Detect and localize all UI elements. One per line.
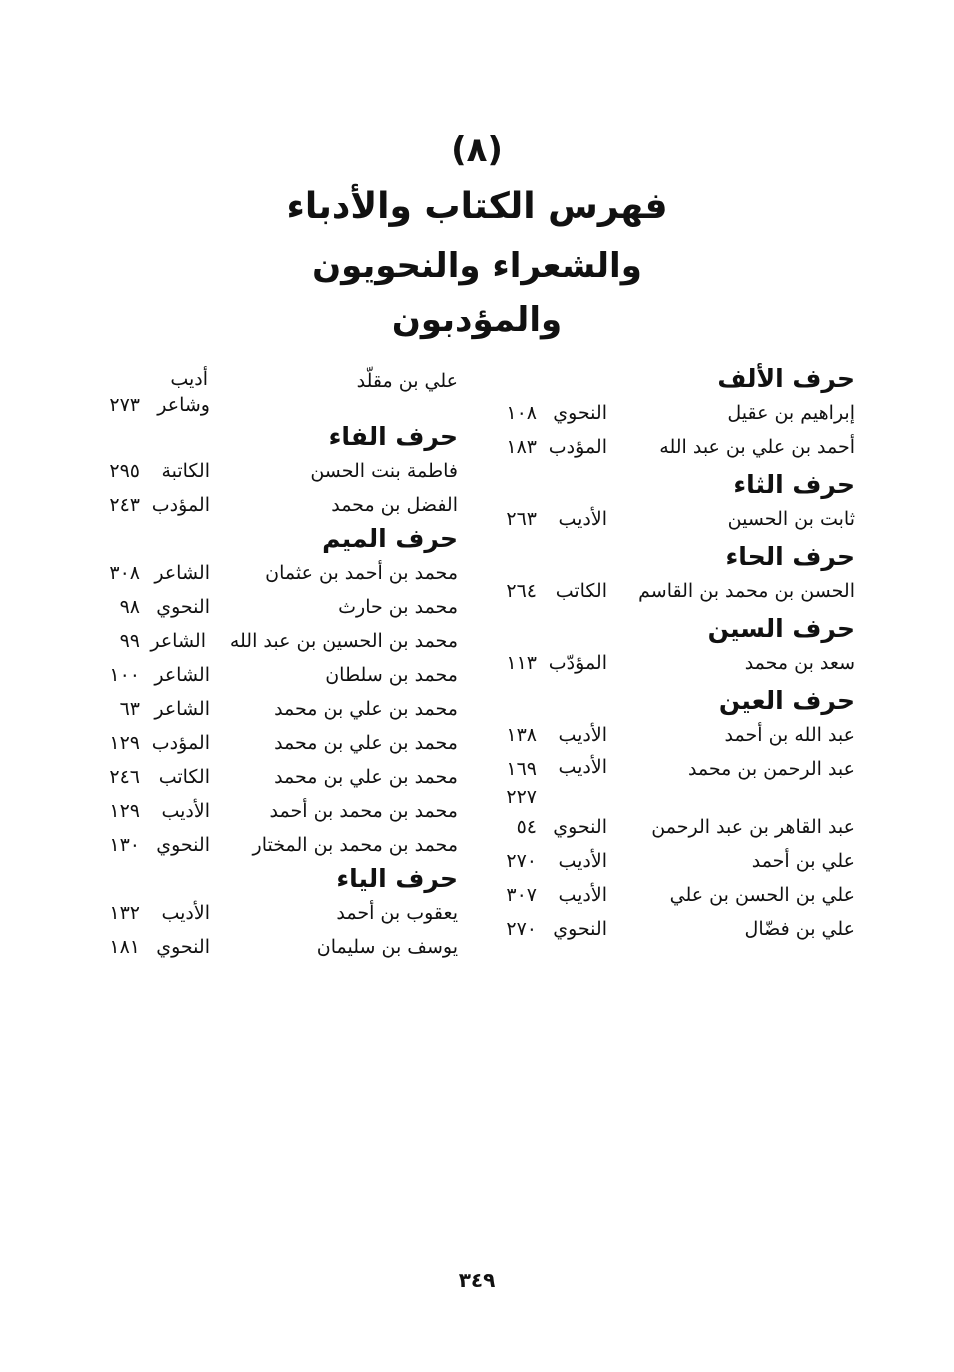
entry-page: ٢٤٦ bbox=[109, 766, 140, 788]
entry-page: ٣٠٧ bbox=[506, 884, 537, 906]
entry-role: النحوي bbox=[156, 596, 210, 618]
entry-name: محمد بن علي بن محمد bbox=[274, 766, 458, 788]
entry-role: المؤدّب bbox=[548, 652, 607, 674]
entry-name: علي بن مقلّد bbox=[356, 370, 458, 392]
entry-role: المؤدب bbox=[151, 494, 210, 516]
index-entry bbox=[98, 762, 458, 796]
entry-name: عبد الله بن أحمد bbox=[724, 724, 855, 746]
entry-role: المؤدب bbox=[151, 732, 210, 754]
section-fa-title: حرف الفاء bbox=[328, 422, 458, 451]
index-entry bbox=[98, 660, 458, 694]
entry-page: ٢٤٣ bbox=[109, 494, 140, 516]
index-entry bbox=[98, 830, 458, 860]
entry-role: النحوي bbox=[553, 918, 607, 940]
entry-page: ١٠٠ bbox=[109, 664, 140, 686]
section-ain-title: حرف العين bbox=[718, 686, 855, 715]
left-column bbox=[98, 360, 458, 966]
entry-role: الأديب bbox=[161, 902, 210, 924]
entry-role: الشاعر bbox=[154, 664, 210, 686]
entry-page: ٩٩ bbox=[119, 630, 140, 652]
entry-page: ١٢٩ bbox=[109, 732, 140, 754]
entry-name: محمد بن أحمد بن عثمان bbox=[265, 562, 458, 584]
entry-name: أحمد بن علي بن عبد الله bbox=[659, 436, 855, 458]
index-entry bbox=[495, 914, 855, 948]
index-entry bbox=[495, 648, 855, 682]
entry-page-secondary: ٢٢٧ bbox=[506, 786, 537, 808]
entry-page: ١٢٩ bbox=[109, 800, 140, 822]
section-ha-title: حرف الحاء bbox=[725, 542, 855, 571]
index-entry bbox=[98, 360, 458, 418]
entry-name: علي بن فضّال bbox=[744, 918, 855, 940]
entry-page: ٦٣ bbox=[119, 698, 140, 720]
index-entry bbox=[98, 898, 458, 932]
entry-name: محمد بن سلطان bbox=[325, 664, 458, 686]
page-number: ٣٤٩ bbox=[458, 1268, 496, 1292]
section-ya-title: حرف الياء bbox=[336, 864, 458, 893]
right-column bbox=[495, 360, 855, 948]
entry-page: ٩٨ bbox=[119, 596, 140, 618]
entry-role: أديب bbox=[170, 368, 208, 390]
entry-role: الكاتب bbox=[555, 580, 607, 602]
entry-role-secondary: وشاعر bbox=[157, 394, 210, 416]
entry-role: الشاعر bbox=[150, 630, 206, 652]
entry-page: ١٣٢ bbox=[109, 902, 140, 924]
entry-page: ٢٦٣ bbox=[506, 508, 537, 530]
index-entry bbox=[98, 796, 458, 830]
index-title-line-1: فهرس الكتاب والأدباء bbox=[286, 186, 668, 227]
entry-name: علي بن الحسن بن علي bbox=[669, 884, 855, 906]
entry-page: ٢٧٣ bbox=[109, 394, 140, 416]
entry-page: ١٨٣ bbox=[506, 436, 537, 458]
entry-role: النحوي bbox=[553, 402, 607, 424]
entry-role: المؤدب bbox=[548, 436, 607, 458]
index-entry bbox=[495, 720, 855, 754]
entry-name: سعد بن محمد bbox=[744, 652, 855, 674]
index-entry bbox=[98, 592, 458, 626]
index-entry bbox=[495, 754, 855, 812]
section-sin-title: حرف السين bbox=[707, 614, 855, 643]
entry-name: يوسف بن سليمان bbox=[316, 936, 458, 958]
entry-page: ١١٣ bbox=[506, 652, 537, 674]
entry-page: ٢٦٤ bbox=[506, 580, 537, 602]
entry-name: ثابت بن الحسين bbox=[727, 508, 855, 530]
entry-name: محمد بن علي بن محمد bbox=[274, 732, 458, 754]
index-title-line-2: والشعراء والنحويون bbox=[312, 246, 642, 286]
entry-page: ١٣٠ bbox=[109, 834, 140, 856]
index-entry bbox=[495, 504, 855, 538]
index-entry bbox=[495, 880, 855, 914]
index-entry bbox=[495, 398, 855, 432]
entry-name: فاطمة بنت الحسن bbox=[310, 460, 458, 482]
section-alif-title: حرف الألف bbox=[717, 364, 855, 393]
entry-name: محمد بن محمد بن المختار bbox=[252, 834, 458, 856]
entry-role: الأديب bbox=[558, 850, 607, 872]
entry-page: ٢٩٥ bbox=[109, 460, 140, 482]
entry-role: النحوي bbox=[156, 834, 210, 856]
index-entry bbox=[495, 576, 855, 610]
entry-role: الكاتب bbox=[158, 766, 210, 788]
entry-role: الشاعر bbox=[154, 562, 210, 584]
entry-name: الحسن بن محمد بن القاسم bbox=[638, 580, 855, 602]
entry-role: النحوي bbox=[553, 816, 607, 838]
entry-role: النحوي bbox=[156, 936, 210, 958]
entry-role: الأديب bbox=[558, 724, 607, 746]
entry-role: الشاعر bbox=[154, 698, 210, 720]
entry-name: عبد الرحمن بن محمد bbox=[687, 758, 855, 780]
entry-name: محمد بن محمد بن أحمد bbox=[269, 800, 458, 822]
entry-name: الفضل بن محمد bbox=[331, 494, 458, 516]
entry-role: الأديب bbox=[558, 756, 607, 778]
entry-page: ٢٧٠ bbox=[506, 918, 537, 940]
index-entry bbox=[495, 812, 855, 846]
section-mim-title: حرف الميم bbox=[322, 524, 458, 553]
entry-role: الأديب bbox=[558, 508, 607, 530]
index-entry bbox=[495, 432, 855, 466]
index-entry bbox=[98, 694, 458, 728]
index-entry bbox=[98, 728, 458, 762]
entry-name: محمد بن حارث bbox=[338, 596, 458, 618]
entry-name: محمد بن الحسين بن عبد الله bbox=[229, 630, 458, 652]
entry-name: محمد بن علي بن محمد bbox=[274, 698, 458, 720]
entry-role: الأديب bbox=[161, 800, 210, 822]
entry-name: إبراهيم بن عقيل bbox=[727, 402, 855, 424]
entry-page: ١٣٨ bbox=[506, 724, 537, 746]
index-title-line-3: والمؤدبون bbox=[391, 300, 563, 340]
index-entry bbox=[98, 626, 458, 660]
index-entry bbox=[495, 846, 855, 880]
index-entry bbox=[98, 932, 458, 966]
entry-page: ١٠٨ bbox=[506, 402, 537, 424]
index-number: (٨) bbox=[451, 130, 503, 170]
index-entry bbox=[98, 456, 458, 490]
entry-page: ١٨١ bbox=[109, 936, 140, 958]
entry-name: عبد القاهر بن عبد الرحمن bbox=[651, 816, 855, 838]
entry-page: ٣٠٨ bbox=[109, 562, 140, 584]
entry-name: يعقوب بن أحمد bbox=[336, 902, 458, 924]
entry-page: ٥٤ bbox=[516, 816, 537, 838]
index-entry bbox=[98, 490, 458, 520]
section-tha-title: حرف الثاء bbox=[733, 470, 855, 499]
entry-page: ١٦٩ bbox=[506, 758, 537, 780]
entry-page: ٢٧٠ bbox=[506, 850, 537, 872]
entry-role: الأديب bbox=[558, 884, 607, 906]
entry-role: الكاتبة bbox=[161, 460, 210, 482]
index-entry bbox=[98, 558, 458, 592]
entry-name: علي بن أحمد bbox=[751, 850, 855, 872]
